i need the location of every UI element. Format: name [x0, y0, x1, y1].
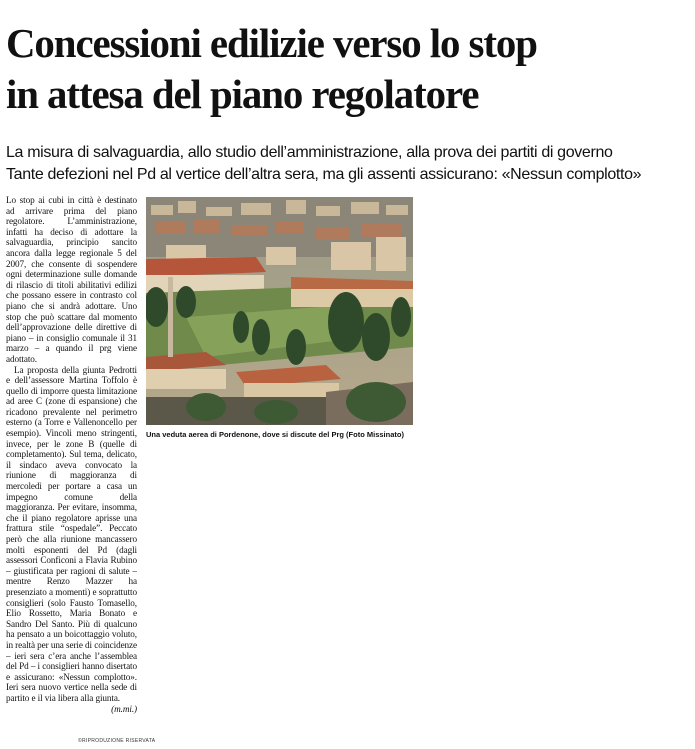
author-signature: (m.mi.): [111, 703, 137, 714]
copyright-notice: ©RIPRODUZIONE RISERVATA: [78, 738, 156, 744]
photo-caption: Una veduta aerea di Pordenone, dove si discute del Prg (Foto Missinato): [146, 430, 404, 439]
paragraph-1: Lo stop ai cubi in città è destinato ad arrivare prima del piano regolatore. L’amministrazione, infatti ha deciso di adottare la salvaguardia, principio sancito ancora dalla legge regionale 5 del 2007, che consente di sospendere ogni determinazione sulle domande di rilascio di titoli abilitativi edilizi che possano essere in contrasto col piano che si andrà adottare. Uno stop che può scattare dal momento dell’approvazione delle direttive di piano – in consiglio comunale il 31 marzo – a quando il prg viene adottato.: [6, 195, 137, 364]
headline-line-2: in attesa del piano regolatore: [6, 71, 479, 117]
subhead-line-2: Tante defezioni nel Pd al vertice dell’altra sera, ma gli assenti assicurano: «Nessun complotto»: [6, 166, 642, 183]
headline: [6, 18, 686, 120]
article-body: [6, 195, 137, 740]
subhead-line-1: La misura di salvaguardia, allo studio dell’amministrazione, alla prova dei partiti di governo: [6, 144, 613, 161]
headline-line-1: Concessioni edilizie verso lo stop: [6, 20, 537, 66]
paragraph-2: [6, 364, 137, 714]
paragraph-2-text: La proposta della giunta Pedrotti e dell’assessore Martina Toffolo è quello di imporre questa limitazione ad aree C (zone di espansione) che ricadono prevalente nel perimetro esterno (a Torre e Vallenoncello per esempio). Vincoli meno stringenti, invece, per le zone B (quelle di completamento). Sul tema, delicato, il sindaco aveva convocato la riunione di maggioranza di mercoledì per portare a casa un impegno comune della maggioranza. Per evitare, insomma, che il piano regolatore aprisse una frattura stile “ospedale”. Peccato però che alla riunione mancassero molti esponenti del Pd (dagli assessori Conficoni a Flavia Rubino – giustificata per ragioni di salute – mentre Renzo Mazzer ha presenziato a momenti) e soprattutto consiglieri (solo Fausto Tomasello, Elio Rossetto, Maria Bonato e Sandro Del Santo. Più di qualcuno ha pensato a un boicottaggio voluto, in realtà per una serie di coincidenze – ieri sera c’era anche l’assemblea del Pd – i consiglieri hanno disertato e assicurano: «Nessun complotto». Ieri sera nuovo vertice nella sede di partito e il via libera alla giunta.: [6, 364, 137, 703]
aerial-photo: [146, 197, 413, 425]
aerial-city-image: [146, 197, 413, 425]
